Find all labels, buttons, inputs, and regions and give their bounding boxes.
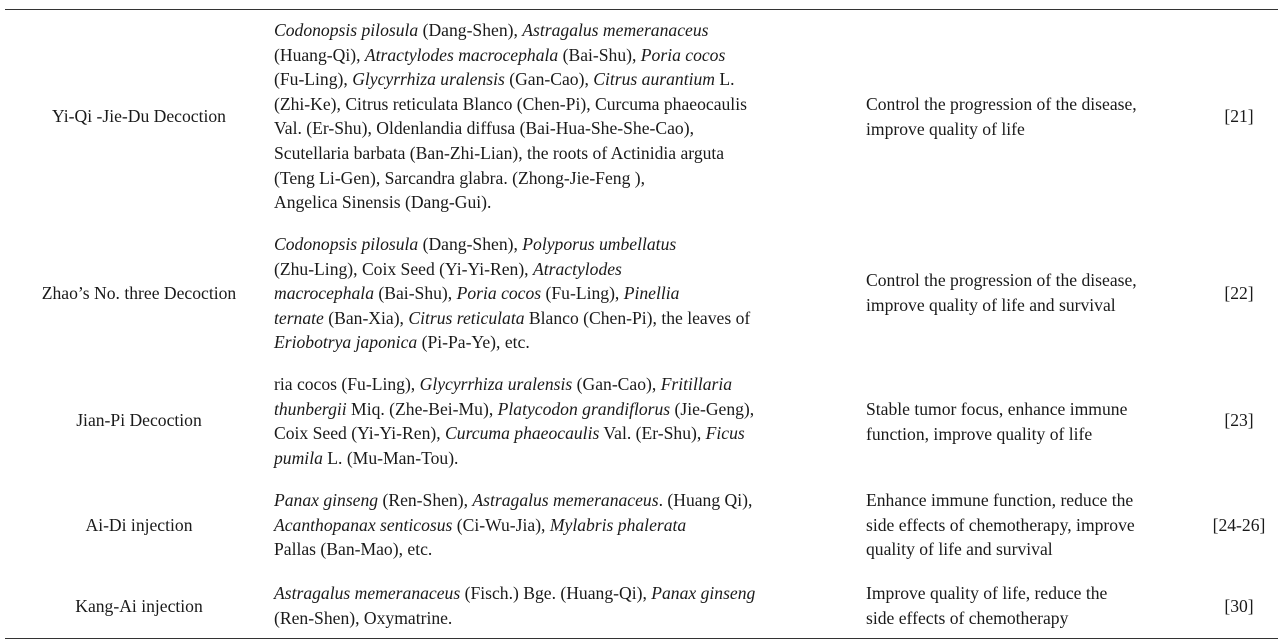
species-name: Panax ginseng xyxy=(274,490,379,510)
ingredients-line xyxy=(274,43,866,68)
species-name: Citrus aurantium xyxy=(593,69,715,90)
species-name: Atractylodes xyxy=(532,258,622,279)
ingredient-text: Scutellaria barbata (Ban-Zhi-Lian), the roots of Actinidia arguta xyxy=(274,142,725,163)
ingredients-line xyxy=(274,488,866,513)
ingredients-line xyxy=(274,330,866,355)
effects-line: quality of life and survival xyxy=(866,539,1053,560)
species-name: thunbergii xyxy=(274,398,347,419)
species-name: Astragalus memeranaceus xyxy=(472,490,659,510)
reference-cell: [23] xyxy=(1224,410,1254,430)
ingredient-text: (Ban-Xia), xyxy=(323,307,409,328)
formula-name: Ai-Di injection xyxy=(85,515,193,535)
species-name: Pinellia xyxy=(623,283,680,304)
ingredients-line xyxy=(274,446,866,471)
effects-line: improve quality of life and survival xyxy=(866,294,1116,315)
ingredient-text: (Fu-Ling), xyxy=(541,283,624,304)
ingredient-text: Miq. (Zhe-Bei-Mu), xyxy=(346,398,498,419)
species-name: ternate xyxy=(274,307,324,328)
ingredients-cell xyxy=(274,18,866,215)
ingredient-text: (Jie-Geng), xyxy=(670,398,755,419)
ingredient-text: L. xyxy=(714,69,735,90)
formula-name: Jian-Pi Decoction xyxy=(76,410,202,430)
ingredients-line xyxy=(274,18,866,43)
table-bottom-rule xyxy=(5,638,1278,639)
ingredients-line xyxy=(274,190,866,215)
ingredients-line xyxy=(274,92,866,117)
species-name: Poria cocos xyxy=(640,44,726,65)
effects-line: function, improve quality of life xyxy=(866,423,1093,444)
species-name: Glycyrrhiza uralensis xyxy=(352,69,505,90)
table-top-rule xyxy=(5,9,1278,10)
ingredient-text: L. (Mu-Man-Tou). xyxy=(322,447,459,468)
ingredient-text: (Zhi-Ke), Citrus reticulata Blanco (Chen-Pi), Curcuma phaeocaulis xyxy=(274,93,747,114)
ingredients-cell xyxy=(274,488,866,562)
ingredients-line xyxy=(274,306,866,331)
effects-line: Stable tumor focus, enhance immune xyxy=(866,399,1128,419)
effects-line: side effects of chemotherapy, improve xyxy=(866,514,1135,535)
reference-cell: [24-26] xyxy=(1212,515,1266,535)
species-name: Acanthopanax senticosus xyxy=(274,514,453,535)
reference-cell: [21] xyxy=(1224,106,1254,126)
ingredient-text: Val. (Er-Shu), Oldenlandia diffusa (Bai-Hua-She-She-Cao), xyxy=(274,118,694,139)
species-name: Codonopsis pilosula xyxy=(274,234,419,254)
effects-line: improve quality of life xyxy=(866,118,1025,139)
ingredient-text: (Zhu-Ling), Coix Seed (Yi-Yi-Ren), xyxy=(274,258,533,279)
ingredient-text: (Bai-Shu), xyxy=(558,44,641,65)
ingredients-line xyxy=(274,257,866,282)
reference-cell: [22] xyxy=(1224,283,1254,303)
ingredients-cell xyxy=(274,581,866,630)
ingredient-text: Val. (Er-Shu), xyxy=(599,423,706,444)
ingredient-text: (Ci-Wu-Jia), xyxy=(452,514,550,535)
ingredient-text: Coix Seed (Yi-Yi-Ren), xyxy=(274,423,446,444)
species-name: Curcuma phaeocaulis xyxy=(445,423,600,444)
effects-cell xyxy=(866,397,1200,446)
ingredients-cell xyxy=(274,232,866,355)
species-name: Fritillaria xyxy=(660,374,733,394)
ingredients-cell xyxy=(274,372,866,470)
species-name: Mylabris phalerata xyxy=(549,514,687,535)
species-name: Polyporus umbellatus xyxy=(522,234,677,254)
species-name: Atractylodes macrocephala xyxy=(364,44,559,65)
ingredients-line xyxy=(274,581,866,606)
ingredients-line xyxy=(274,141,866,166)
species-name: Codonopsis pilosula xyxy=(274,20,419,40)
species-name: Eriobotrya japonica xyxy=(274,332,418,353)
ingredient-text: (Fisch.) Bge. (Huang-Qi), xyxy=(460,583,652,603)
ingredient-text: Angelica Sinensis (Dang-Gui). xyxy=(274,192,492,213)
species-name: Poria cocos xyxy=(456,283,542,304)
ingredient-text: (Dang-Shen), xyxy=(418,234,523,254)
ingredients-line xyxy=(274,372,866,397)
species-name: Platycodon grandiflorus xyxy=(497,398,671,419)
effects-cell xyxy=(866,92,1200,141)
ingredient-text: (Huang-Qi), xyxy=(274,44,365,65)
formula-name: Yi-Qi -Jie-Du Decoction xyxy=(52,106,226,126)
ingredient-text: . (Huang Qi), xyxy=(658,490,753,510)
ingredients-line xyxy=(274,606,866,631)
species-name: Ficus xyxy=(705,423,745,444)
ingredients-line xyxy=(274,397,866,422)
effects-line: Enhance immune function, reduce the xyxy=(866,490,1134,510)
species-name: Panax ginseng xyxy=(651,583,756,603)
species-name: pumila xyxy=(274,447,323,468)
ingredient-text: (Bai-Shu), xyxy=(374,283,457,304)
ingredient-text: (Gan-Cao), xyxy=(504,69,594,90)
ingredient-text: (Pi-Pa-Ye), etc. xyxy=(417,332,530,353)
species-name: Astragalus memeranaceus xyxy=(274,583,461,603)
formula-name: Zhao’s No. three Decoction xyxy=(41,283,237,303)
effects-line: side effects of chemotherapy xyxy=(866,607,1069,628)
species-name: Glycyrrhiza uralensis xyxy=(419,374,573,394)
ingredients-line xyxy=(274,421,866,446)
effects-line: Control the progression of the disease, xyxy=(866,270,1137,290)
ingredients-line xyxy=(274,232,866,257)
ingredients-line xyxy=(274,116,866,141)
effects-line: Control the progression of the disease, xyxy=(866,94,1137,114)
ingredient-text: (Ren-Shen), Oxymatrine. xyxy=(274,607,453,628)
formula-name: Kang-Ai injection xyxy=(75,596,203,616)
ingredient-text: (Ren-Shen), xyxy=(378,490,473,510)
ingredient-text: (Fu-Ling), xyxy=(274,69,353,90)
ingredient-text: ria cocos (Fu-Ling), xyxy=(274,374,420,394)
effects-cell xyxy=(866,488,1200,562)
ingredient-text: Pallas (Ban-Mao), etc. xyxy=(274,539,433,560)
reference-cell: [30] xyxy=(1224,596,1254,616)
ingredients-line xyxy=(274,281,866,306)
ingredients-line xyxy=(274,513,866,538)
ingredient-text: (Gan-Cao), xyxy=(572,374,661,394)
species-name: macrocephala xyxy=(274,283,374,304)
ingredients-line xyxy=(274,166,866,191)
species-name: Astragalus memeranaceus xyxy=(522,20,709,40)
effects-line: Improve quality of life, reduce the xyxy=(866,583,1108,603)
effects-cell xyxy=(866,581,1200,630)
ingredients-line xyxy=(274,67,866,92)
effects-cell xyxy=(866,268,1200,317)
ingredient-text: Blanco (Chen-Pi), the leaves of xyxy=(524,307,751,328)
ingredient-text: (Teng Li-Gen), Sarcandra glabra. (Zhong-Jie-Feng ), xyxy=(274,167,646,188)
ingredients-line xyxy=(274,537,866,562)
species-name: Citrus reticulata xyxy=(408,307,525,328)
ingredient-text: (Dang-Shen), xyxy=(418,20,523,40)
